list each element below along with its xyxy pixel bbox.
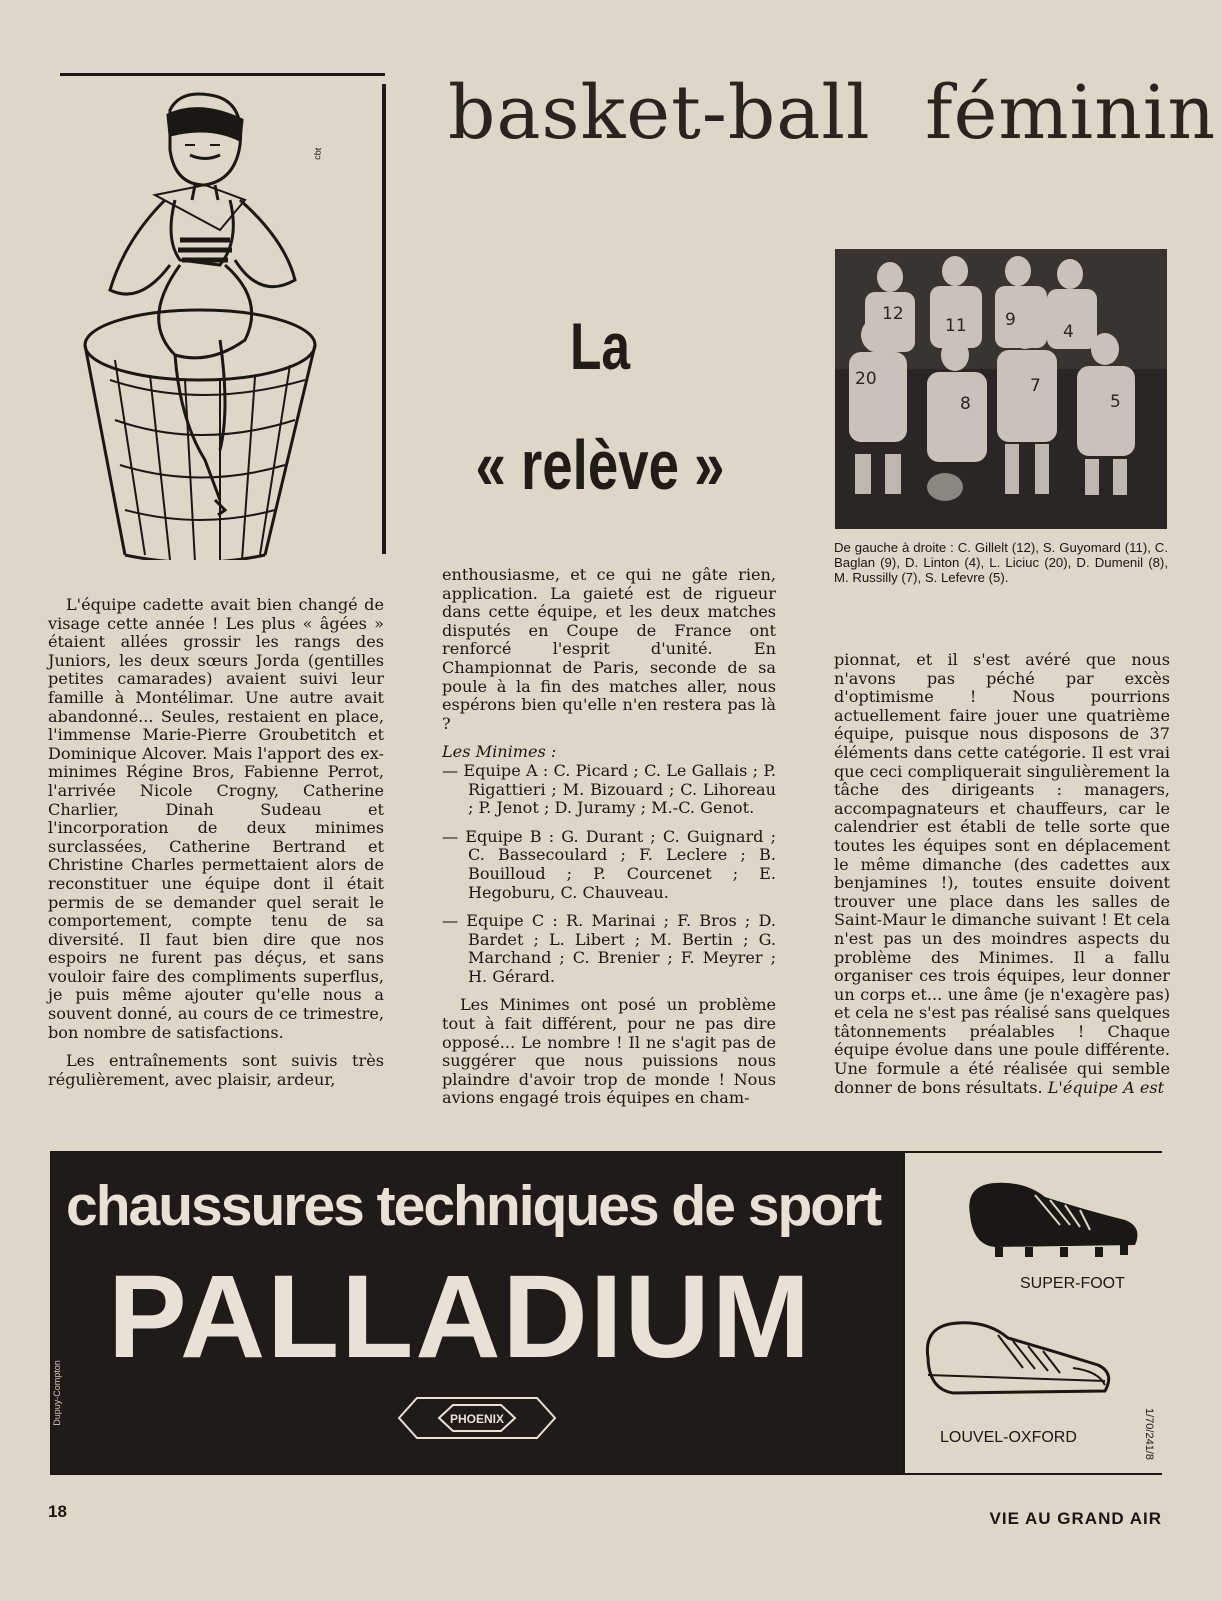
- team-list-a: — Equipe A : C. Picard ; C. Le Gallais ; P. Rigattieri ; M. Bizouard ; C. Lihoreau ; P. Jenot ; D. Juramy ; M.-C. Genot.: [442, 760, 776, 818]
- frame-right-rule: [382, 84, 386, 554]
- article-column-1: [48, 596, 384, 1089]
- super-foot-shoe: [965, 1175, 1145, 1265]
- team-photo-graphic: [835, 249, 1167, 529]
- jersey-number: 8: [960, 394, 971, 414]
- headline-line2: « relève »: [475, 426, 725, 504]
- team-list-c: — Equipe C : R. Marinai ; F. Bros ; D. Bardet ; L. Libert ; M. Bertin ; G. Marchand ; C. Brenier ; F. Meyrer ; H. Gérard.: [442, 911, 776, 986]
- headline-line1: La: [569, 309, 631, 383]
- paragraph: Les entraînements sont suivis très régulièrement, avec plaisir, ardeur,: [48, 1051, 384, 1089]
- ad-shoe-panel: [903, 1153, 1162, 1473]
- team-photo: [835, 249, 1167, 529]
- svg-text:cbt: cbt: [312, 147, 324, 161]
- frame-top-rule: [60, 73, 385, 76]
- team-list-b: — Equipe B : G. Durant ; C. Guignard ; C. Bassecoulard ; F. Leclere ; B. Bouilloud ; P. Courcenet ; E. Hegoburu, C. Chauveau.: [442, 826, 776, 902]
- jersey-number: 7: [1030, 376, 1041, 396]
- paragraph: Les Minimes ont posé un problème tout à fait différent, pour ne pas dire opposé... Le nombre ! Il ne s'agit pas de suggérer que nous puissions nous plaindre d'avoir trop de monde ! Nous avions engagé trois équipes en cham-: [442, 995, 776, 1108]
- ad-brand: PALLADIUM: [108, 1251, 813, 1383]
- photo-caption: De gauche à droite : C. Gillelt (12), S. Guyomard (11), C. Baglan (9), D. Linton (4), L. Liciuc (20), D. Dumenil (8), M. Russilly (7), S. Lefevre (5).: [834, 540, 1168, 585]
- palladium-advertisement: [50, 1151, 1162, 1475]
- paragraph: L'équipe cadette avait bien changé de visage cette année ! Les plus « âgées » étaient allées grossir les rangs des Juniors, les deux sœurs Jorda (gentilles petites camarades) avaient suivi leur famille à Montélimar. Une autre avait abandonné... Seules, restaient en place, l'immense Marie-Pierre Groubetitch et Dominique Alcover. Mais l'apport des ex-minimes Régine Bros, Fabienne Perrot, l'arrivée Nicole Crogny, Catherine Charlier, Dinah Sudeau et l'incorporation de deux minimes surclassées, Catherine Bertrand et Christine Charles permettaient alors de reconstituer une équipe dont il était permis de se demander quel serait le comportement, compte tenu de sa diversité. Il faut bien dire que nos espoirs ne furent pas déçus, et sans vouloir faire des compliments superflus, je puis même ajouter qu'elle nous a souvent donné, au cours de ce trimestre, bon nombre de satisfactions.: [48, 595, 384, 1042]
- jersey-number: 12: [882, 304, 904, 324]
- jersey-number: 9: [1005, 310, 1016, 330]
- page-title: basket-ball féminin: [448, 70, 1217, 156]
- paragraph: [834, 651, 1170, 1097]
- ad-tagline: chaussures techniques de sport: [66, 1174, 881, 1238]
- phoenix-logo: [397, 1393, 557, 1443]
- jersey-number: 11: [945, 316, 967, 336]
- page-number: 18: [48, 1502, 67, 1521]
- jersey-number: 5: [1110, 392, 1121, 412]
- paragraph: enthousiasme, et ce qui ne gâte rien, application. La gaieté est de rigueur dans cette équipe, et les deux matches disputés en Coupe de France ont renforcé l'esprit d'unité. En Championnat de Paris, seconde de sa poule à la fin des matches aller, nous espérons bien qu'elle n'en restera pas là ?: [442, 565, 776, 733]
- ad-credit: Dupuy-Compton: [51, 1360, 62, 1426]
- jersey-number: 4: [1063, 322, 1074, 342]
- louvel-oxford-shoe: [923, 1313, 1118, 1408]
- shoe-label-louvel-oxford: LOUVEL-OXFORD: [940, 1429, 1077, 1446]
- jersey-number: 20: [855, 369, 877, 389]
- cartoon-illustration: [70, 90, 370, 560]
- ad-reference-code: 1/70/241/8: [1143, 1408, 1155, 1460]
- paragraph-italic-end: L'équipe A est: [1047, 1077, 1165, 1097]
- phoenix-logo-text: PHOENIX: [449, 1412, 505, 1426]
- paragraph-text: pionnat, et il s'est avéré que nous n'avons pas péché par excès d'optimisme ! Nous pourrions actuellement faire jouer une quatrième équipe, puisque nous disposons de 37 éléments dans cette catégorie. Il est vrai que ceci compliquerait singulièrement la tâche des dirigeants : managers, accompagnateurs et chauffeurs, car le calendrier est établi de telle sorte que toutes les équipes sont en déplacement le même dimanche (des cadettes aux benjamines !), toutes ensuite doivent trouver une place dans les salles de Saint-Maur le dimanche suivant ! Et cela n'est pas un des moindres aspects du problème des Minimes. Il a fallu organiser ces trois équipes, leur donner un corps et... une âme (je n'exagère pas) et cela ne s'est pas réalisé sans quelques tâtonnements préalables ! Chaque équipe évolue dans une poule différente. Une formule a été réalisée qui semble donner de bons résultats.: [834, 650, 1170, 1097]
- article-column-3: [834, 651, 1170, 1097]
- magazine-name: VIE AU GRAND AIR: [989, 1509, 1162, 1528]
- article-column-2: [442, 566, 776, 1108]
- minimes-subhead: Les Minimes :: [442, 742, 557, 762]
- shoe-label-super-foot: SUPER-FOOT: [1020, 1275, 1125, 1292]
